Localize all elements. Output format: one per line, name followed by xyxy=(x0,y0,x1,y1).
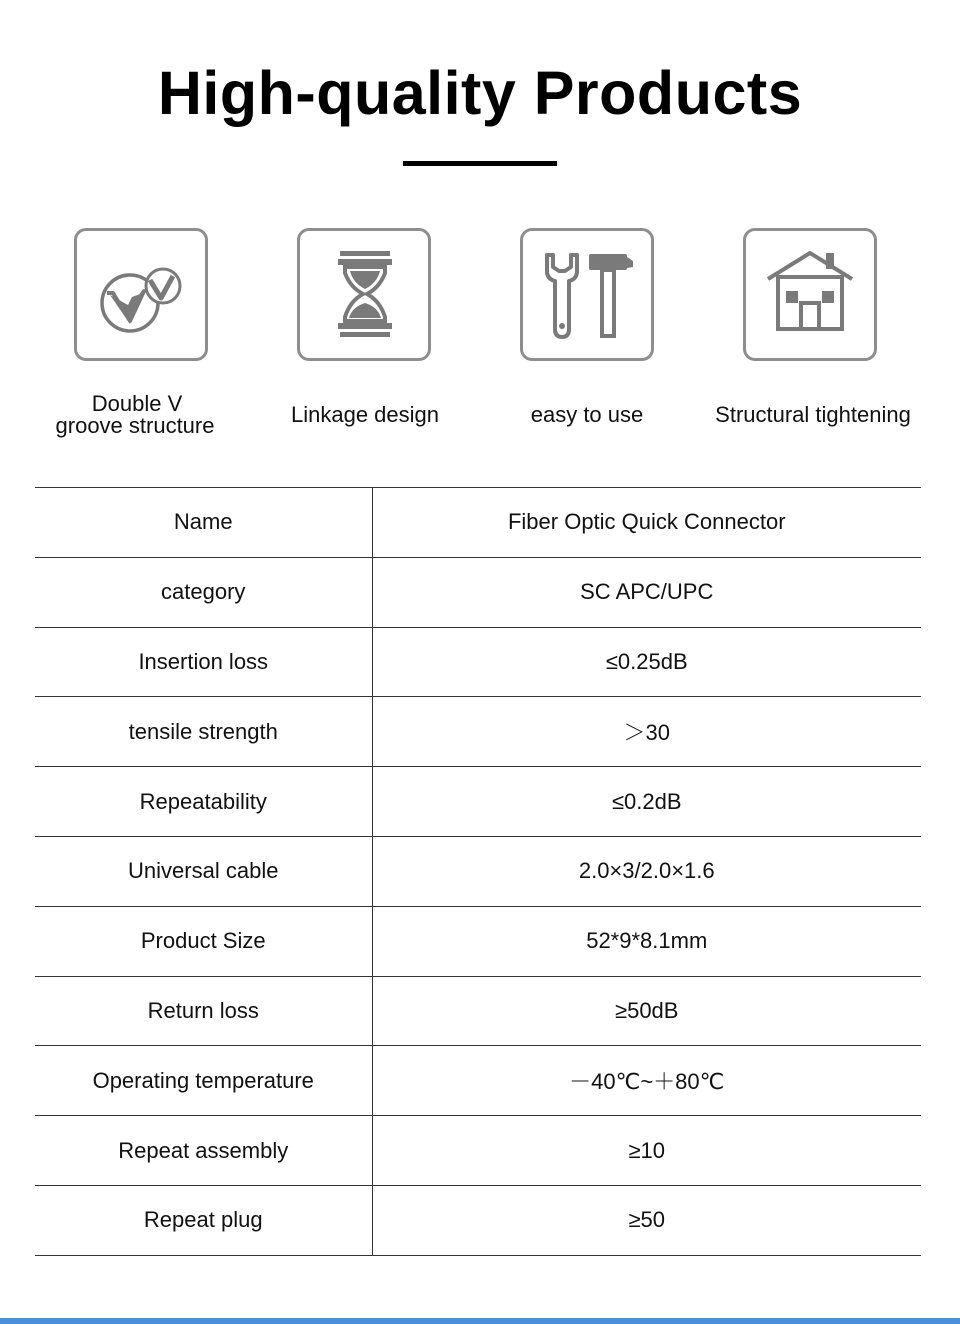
spec-value-cell: ≥50 xyxy=(372,1185,921,1255)
page-title: High-quality Products xyxy=(157,59,803,127)
table-row xyxy=(35,697,921,767)
feature-label-linkage: Linkage design xyxy=(290,402,439,427)
spec-value-cell: ≤0.2dB xyxy=(372,767,921,837)
table-row xyxy=(35,1185,921,1255)
spec-name-cell: category xyxy=(35,557,372,627)
table-row xyxy=(35,836,921,906)
feature-label-double-v xyxy=(20,393,250,437)
feature-label-structural: Structural tightening xyxy=(715,402,911,427)
spec-table xyxy=(35,487,921,1256)
wrench-hammer-icon xyxy=(520,228,654,361)
feature-label-line2: groove structure xyxy=(55,413,215,438)
spec-name-cell: Product Size xyxy=(35,906,372,976)
feature-label-easy: easy to use xyxy=(530,402,644,427)
table-row xyxy=(35,1046,921,1116)
table-row xyxy=(35,557,921,627)
spec-name-cell: Name xyxy=(35,488,372,558)
spec-value-cell: 52*9*8.1mm xyxy=(372,906,921,976)
spec-value-cell: －40℃~＋80℃ xyxy=(372,1046,921,1116)
table-row xyxy=(35,976,921,1046)
table-row xyxy=(35,627,921,697)
spec-value-cell: ＞30 xyxy=(372,697,921,767)
table-row xyxy=(35,1116,921,1186)
table-row xyxy=(35,767,921,837)
feature-label-line1: Double V xyxy=(91,391,183,416)
spec-name-cell: Repeatability xyxy=(35,767,372,837)
table-row xyxy=(35,906,921,976)
spec-name-cell: Repeat assembly xyxy=(35,1116,372,1186)
spec-value-cell: ≥50dB xyxy=(372,976,921,1046)
house-icon xyxy=(743,228,877,361)
spec-name-cell: Repeat plug xyxy=(35,1185,372,1255)
double-v-check-icon xyxy=(74,228,208,361)
table-row xyxy=(35,488,921,558)
title-underline xyxy=(403,161,557,166)
spec-name-cell: Operating temperature xyxy=(35,1046,372,1116)
spec-value-cell: 2.0×3/2.0×1.6 xyxy=(372,836,921,906)
spec-value-cell: SC APC/UPC xyxy=(372,557,921,627)
spec-value-cell: ≥10 xyxy=(372,1116,921,1186)
hourglass-icon xyxy=(297,228,431,361)
spec-value-cell: Fiber Optic Quick Connector xyxy=(372,488,921,558)
spec-name-cell: Return loss xyxy=(35,976,372,1046)
bottom-accent-bar xyxy=(0,1318,960,1324)
spec-name-cell: tensile strength xyxy=(35,697,372,767)
spec-name-cell: Universal cable xyxy=(35,836,372,906)
spec-value-cell: ≤0.25dB xyxy=(372,627,921,697)
spec-name-cell: Insertion loss xyxy=(35,627,372,697)
